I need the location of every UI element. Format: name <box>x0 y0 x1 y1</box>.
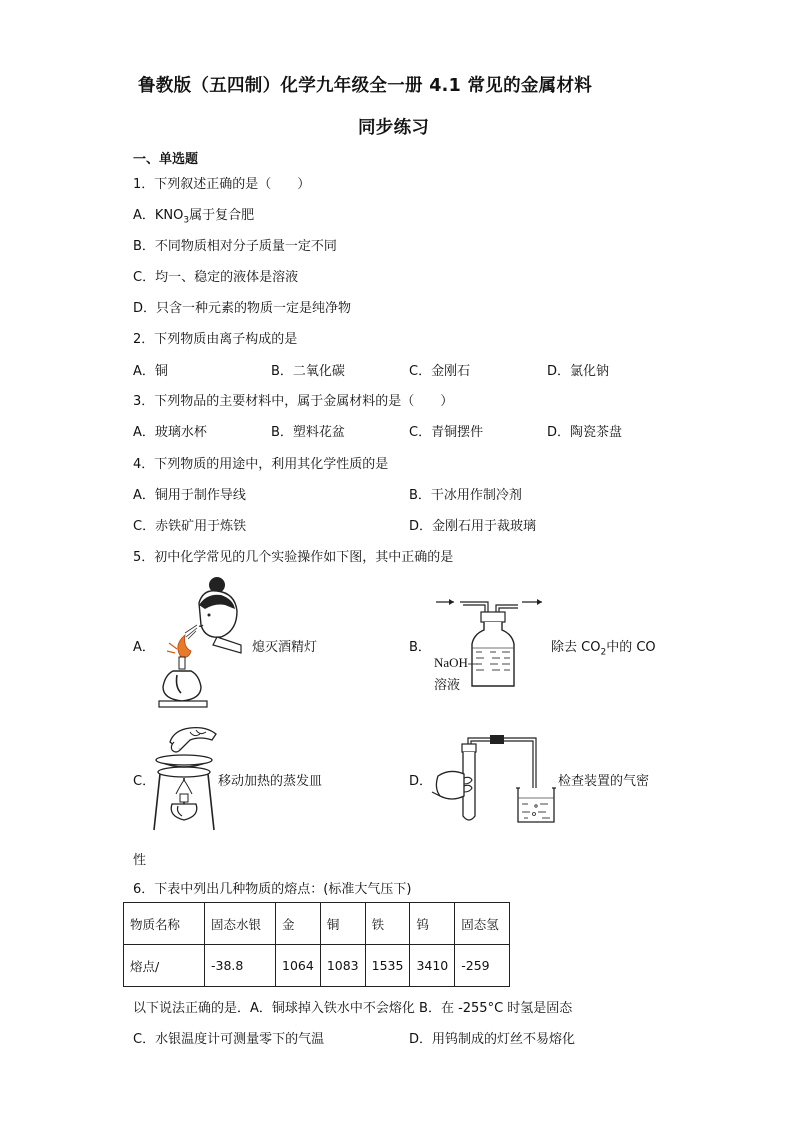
q4-option-b: B．干冰用作制冷剂 <box>409 488 522 503</box>
table-cell: 1064 <box>276 945 321 987</box>
q6-option-c: C．水银温度计可测量零下的气温 <box>133 1032 325 1047</box>
table-header-row <box>124 903 510 945</box>
q3-option-c: C．青铜摆件 <box>409 425 484 440</box>
q5-option-d-text: 检查装置的气密 <box>558 774 650 789</box>
q2-option-d: D．氯化钠 <box>547 364 610 379</box>
q5-option-d-label: D． <box>409 774 433 789</box>
q5-option-b-label: B． <box>409 640 431 655</box>
table-cell: -259 <box>455 945 510 987</box>
q3-stem: 3．下列物品的主要材料中，属于金属材料的是（ ） <box>133 394 454 409</box>
table-cell: 1083 <box>320 945 365 987</box>
q4-option-a: A．铜用于制作导线 <box>133 488 246 503</box>
blow-out-lamp-illustration <box>155 575 250 715</box>
table-header-cell: 固态氢 <box>455 903 510 945</box>
q5-option-b-text-sub: 2 <box>600 647 607 658</box>
q5-option-b-text-prefix: 除去 CO <box>551 640 601 655</box>
q5-option-b-text <box>551 636 656 658</box>
page-title: 鲁教版（五四制）化学九年级全一册 4.1 常见的金属材料 <box>138 76 593 96</box>
q6-stem: 6．下表中列出几种物质的熔点：(标准大气压下) <box>133 882 412 897</box>
q1-option-a-sub: 3 <box>183 215 190 226</box>
table-header-cell: 铜 <box>320 903 365 945</box>
table-cell: 3410 <box>410 945 455 987</box>
q5-option-a-text: 熄灭酒精灯 <box>252 640 318 655</box>
table-cell: 1535 <box>365 945 410 987</box>
evaporating-dish-illustration <box>150 720 220 835</box>
q6-option-d: D．用钨制成的灯丝不易熔化 <box>409 1032 576 1047</box>
q5-option-c-text: 移动加热的蒸发皿 <box>218 774 323 789</box>
table-cell: 熔点/ <box>124 945 205 987</box>
q5-stem: 5．初中化学常见的几个实验操作如下图，其中正确的是 <box>133 550 454 565</box>
q2-option-c: C．金刚石 <box>409 364 471 379</box>
q5-option-b-solution: 溶液 <box>434 678 461 693</box>
table-header-cell: 固态水银 <box>205 903 276 945</box>
table-header-cell: 铁 <box>365 903 410 945</box>
q5-option-c-label: C． <box>133 774 156 789</box>
table-cell: -38.8 <box>205 945 276 987</box>
q4-option-d: D．金刚石用于裁玻璃 <box>409 519 537 534</box>
q3-option-a: A．玻璃水杯 <box>133 425 207 440</box>
q4-option-c: C．赤铁矿用于炼铁 <box>133 519 247 534</box>
airtightness-check-illustration <box>430 732 560 827</box>
table-header-cell: 物质名称 <box>124 903 205 945</box>
q1-option-b: B．不同物质相对分子质量一定不同 <box>133 239 337 254</box>
q1-stem: 1．下列叙述正确的是（ ） <box>133 177 311 192</box>
q6-options-line: 以下说法正确的是．A．铜球掉入铁水中不会熔化 B．在 -255°C 时氢是固态 <box>133 1001 573 1016</box>
table-row <box>124 945 510 987</box>
q5-option-b-naoh: NaOH <box>434 655 468 670</box>
q2-option-a: A．铜 <box>133 364 168 379</box>
table-header-cell: 钨 <box>410 903 455 945</box>
q5-option-d-text-continued: 性 <box>133 853 147 868</box>
q1-option-a-prefix: A．KNO <box>133 208 184 223</box>
table-header-cell: 金 <box>276 903 321 945</box>
section-heading: 一、单选题 <box>133 152 199 167</box>
q3-option-d: D．陶瓷茶盘 <box>547 425 623 440</box>
q4-stem: 4．下列物质的用途中，利用其化学性质的是 <box>133 457 389 472</box>
q1-option-a-suffix: 属于复合肥 <box>189 208 255 223</box>
q3-option-b: B．塑料花盆 <box>271 425 345 440</box>
q1-option-a <box>133 204 254 226</box>
page-subtitle: 同步练习 <box>358 118 430 138</box>
q1-option-c: C．均一、稳定的液体是溶液 <box>133 270 299 285</box>
q2-option-b: B．二氧化碳 <box>271 364 345 379</box>
q5-option-b-text-suffix: 中的 CO <box>606 640 656 655</box>
q1-option-d: D．只含一种元素的物质一定是纯净物 <box>133 301 352 316</box>
q5-option-a-label: A． <box>133 640 155 655</box>
q2-stem: 2．下列物质由离子构成的是 <box>133 332 298 347</box>
melting-point-table <box>123 902 510 987</box>
